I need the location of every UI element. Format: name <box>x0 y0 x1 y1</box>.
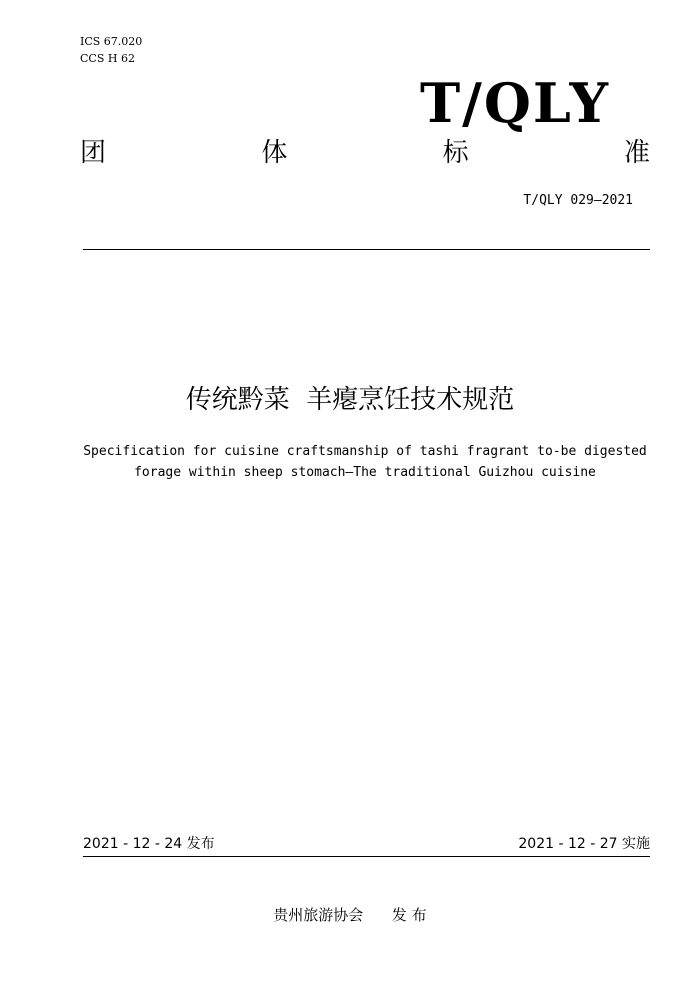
implementation-date: 2021 - 12 - 27 实施 <box>518 836 650 852</box>
ccs-code: CCS H 62 <box>80 52 135 65</box>
standard-type-char-3: 标 <box>442 138 469 168</box>
standard-logo: T/QLY <box>419 71 610 135</box>
standard-type-heading <box>80 133 650 173</box>
publish-date: 2021 - 12 - 24 发布 <box>83 836 215 852</box>
standard-type-char-2: 体 <box>261 138 288 168</box>
top-divider <box>83 249 650 250</box>
standard-type-char-4: 准 <box>623 138 650 168</box>
title-english-line-1: Specification for cuisine craftsmanship of tashi fragrant to-be digested <box>83 444 647 459</box>
title-chinese: 传统黔菜 羊瘪烹饪技术规范 <box>185 385 515 415</box>
standard-number: T/QLY 029—2021 <box>523 193 633 208</box>
publisher: 贵州旅游协会 发 布 <box>273 906 427 924</box>
ics-code: ICS 67.020 <box>80 35 143 48</box>
standard-type-char-1: 团 <box>80 138 107 168</box>
bottom-divider <box>83 856 650 857</box>
title-english-line-2: forage within sheep stomach—The traditional Guizhou cuisine <box>134 465 596 480</box>
